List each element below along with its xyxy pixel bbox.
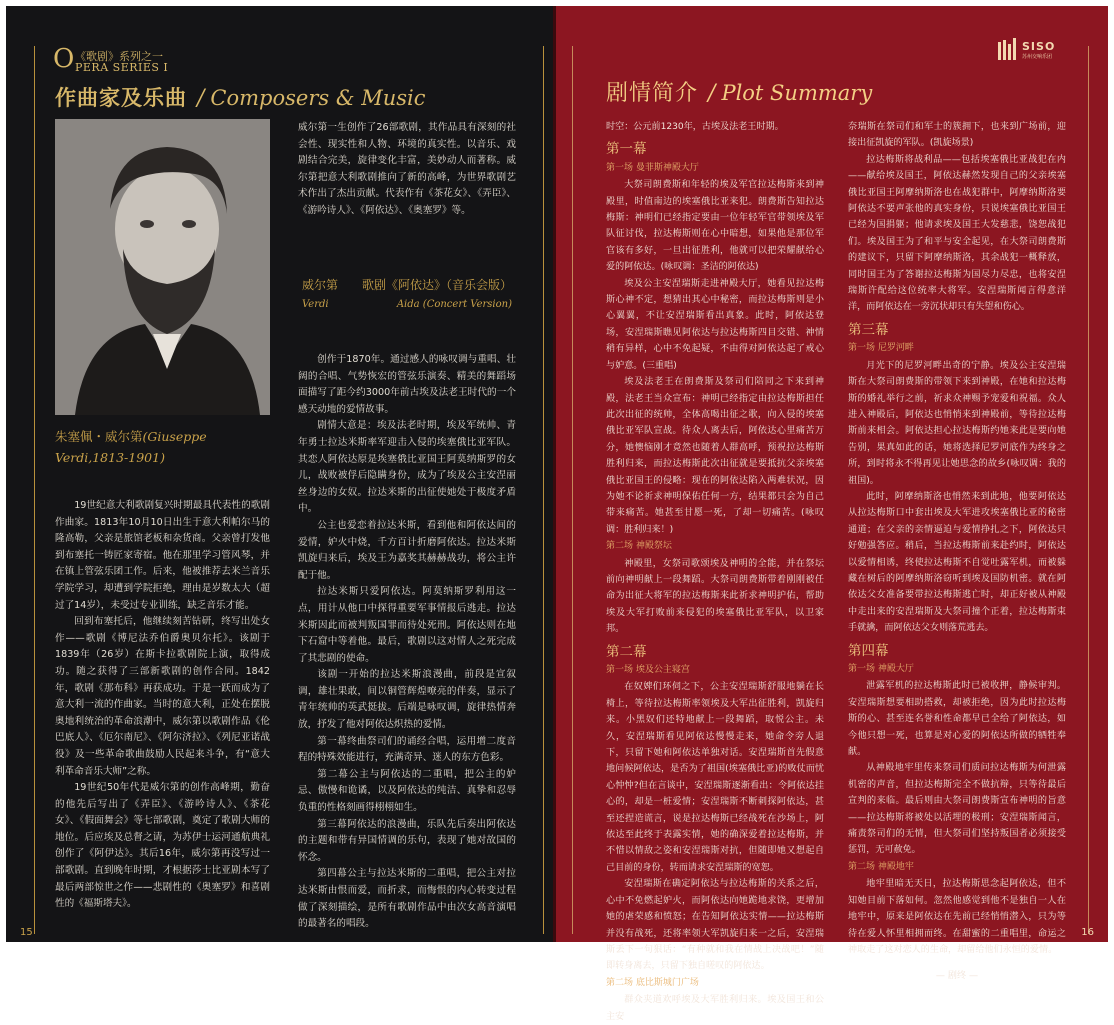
opera-title-cn: 歌剧《阿依达》（音乐会版）: [361, 278, 512, 292]
act-heading: 第一幕: [606, 141, 647, 158]
aida-paragraph: 公主也爱恋着拉达米斯，看到他和阿依达间的爱情，妒火中烧，千方百计折磨阿依达。拉达米斯凯旋归来后，埃及王为嘉奖其赫赫战功，将公主许配于他。: [298, 519, 516, 581]
page-title: 作曲家及乐曲 / Composers & Music: [55, 86, 426, 111]
act-heading: 第四幕: [848, 642, 889, 659]
page-title: 剧情简介 / Plot Summary: [606, 81, 873, 106]
plot-paragraph: 安涅瑞斯在确定阿依达与拉达梅斯的关系之后，心中不免燃起妒火，而阿依达向她跪地求饶，更增加她的虐荣感和愤怒；在告知阿依达实情——拉达梅斯并没有战死，还将率领大军凯旋归来一之后，安涅瑞斯丢下一句狠话：“有种就和我在情战上决战吧！”随即转身离去，只留下独自嗟叹的阿依达。: [606, 879, 824, 972]
series-logo-letter: O: [53, 44, 75, 74]
scene-heading: 第一场 埃及公主寝宫: [606, 665, 690, 675]
left-page: [6, 6, 554, 942]
opera-composer-cn: 威尔第: [302, 278, 339, 292]
page-title-cn: 作曲家及乐曲: [55, 86, 187, 110]
aida-paragraph: 第一幕终曲祭司们的诵经合唱，运用增二度音程的特殊效能进行，充满奇异、迷人的东方色彩。: [298, 735, 516, 764]
series-line-1: 《歌剧》系列之一: [75, 50, 163, 63]
time-setting: 时空：公元前1230年，古埃及法老王时期。: [606, 122, 784, 132]
act-heading: 第二幕: [606, 643, 647, 660]
aida-paragraph: 该剧一开始的拉达米斯浪漫曲，前段是宣叙调，雄壮果敢，间以铜管辉煌嘹亮的伴奏，显示了青年统帅的英武挺拔。后端是咏叹调，旋律热情奔放，抒发了他对阿依达炽热的爱情。: [298, 669, 516, 731]
portrait-caption: [55, 426, 270, 468]
caption-en-1: (Giuseppe: [142, 429, 207, 444]
plot-paragraph: 此时，阿摩纳斯洛也悄然来到此地，他要阿依达从拉达梅斯口中套出埃及大军进攻埃塞俄比亚的秘密通道；在父亲的亲情逼迫与爱情挣扎之下，阿依达只好勉强答应。稍后，当拉达梅斯前来赴约时，阿依达以爱情相诱，终使拉达梅斯不自觉吐露军机，而被躲藏在树后的阿摩纳斯洛窃听到埃及国防机密。就在阿依达父女准备要带拉达梅斯逃亡时，却正好被从神殿中走出来的安涅瑞斯及大祭司撞个正着，拉达梅斯束手就擒，而阿依达父女则落荒逃去。: [848, 491, 1066, 634]
orchestra-logo: [998, 38, 1068, 68]
aida-description: [298, 352, 516, 933]
scene-heading: 第一场 神殿大厅: [848, 664, 914, 674]
scene-heading: 第一场 曼菲斯神殿大厅: [606, 162, 699, 173]
plot-paragraph: 神殿里，女祭司歌颂埃及神明的全能，并在祭坛前向神明献上一段舞蹈。大祭司朗费斯带着刚刚被任命为出征大将军的拉达梅斯来此祈求神明护佑，帮助埃及大军打败前来侵犯的埃塞俄比亚军队，以卫家邦。: [606, 558, 824, 635]
portrait-illustration: [55, 119, 270, 415]
bio-paragraph: 19世纪50年代是威尔第的创作高峰期，勤奋的他先后写出了《弄臣》、《游吟诗人》、《茶花女》、《假面舞会》等七部歌剧，奠定了歌剧大师的地位。后应埃及总督之请，为苏伊士运河通航典礼创作了《阿伊达》。其后16年，威尔第再没写过一部歌剧。直到晚年时期，才根据莎士比亚剧本写了最后两部惊世之作——悲剧性的《奥塞罗》和喜剧性的《福斯塔夫》。: [55, 782, 270, 910]
scene-heading: 第一场 尼罗河畔: [848, 343, 914, 354]
act-heading: 第三幕: [848, 321, 889, 338]
page-title-cn: 剧情简介: [606, 81, 699, 106]
page-number: 16: [1081, 927, 1094, 938]
caption-cn: 朱塞佩・威尔第: [55, 429, 143, 444]
aida-paragraph: 第四幕公主与拉达米斯的二重唱，把公主对拉达米斯由恨而爱，而折求，而悔恨的内心转变过程做了深刻描绘，是所有歌剧作品中由次女高音演唱的最著名的唱段。: [298, 868, 516, 930]
page-number: 15: [20, 927, 33, 938]
plot-paragraph: 在奴婢们环伺之下，公主安涅瑞斯舒服地躺在长椅上，等待拉达梅斯率领埃及大军出征胜利，凯旋归来。小黑奴们还特地献上一段舞蹈，取悦公主。未久，安涅瑞斯看见阿依达慢慢走来，她命令旁人退下，只留下她和阿依达单独对话。安涅瑞斯首先假意地问候阿依达，是否为了祖国(埃塞俄比亚)的败仗而忧心忡忡?但在言谈中，安涅瑞斯逐渐看出：令阿依达挂心的，却是一桩爱情；安涅瑞斯不断刺探阿依达，甚至还捏造谎言，说是拉达梅斯已经战死在沙场上，阿依达至此终于表露实情，她的确深爱着拉达梅斯，并不惜以情敌之姿和安涅瑞斯对抗，但随即她又想起自己目前的身份，转而请求安涅瑞斯的宽恕。: [606, 682, 824, 873]
plot-paragraph: 泄露军机的拉达梅斯此时已被收押，静候审判。安涅瑞斯想要相助搭救，却被拒绝，因为此时拉达梅斯的心、甚至连名誉和性命都早已全给了阿依达，如今他只想一死，也算是对心爱的阿依达所做的牺牲奉献。: [848, 681, 1066, 758]
right-border-line: [1088, 46, 1089, 934]
plot-column-1: [606, 119, 824, 1025]
plot-paragraph: 拉达梅斯将战利品——包括埃塞俄比亚战犯在内——献给埃及国王，阿依达赫然发现自己的父亲埃塞俄比亚国王阿摩纳斯洛也在战犯群中，阿摩纳斯洛要阿依达不要声张他的真实身份，只说埃塞俄比亚国王已经为国捐躯；他请求埃及国王大发慈悲，饶恕战犯们。埃及国王为了和平与安全起见，在大祭司朗费斯的建议下，只留下阿摩纳斯洛，其余战犯一概释放，同时国王为了答谢拉达梅斯为国尽力尽忠，也将安涅瑞斯许配给这位统率大将军。安涅瑞斯闻言得意洋洋，而阿依达在一旁沉状却只有失望和伤心。: [848, 154, 1066, 313]
scene-heading: 第二场 神殿地牢: [848, 861, 914, 872]
composer-intro: [298, 120, 516, 220]
page-title-en: Composers & Music: [210, 86, 426, 110]
aida-paragraph: 第二幕公主与阿依达的二重唱，把公主的妒忌、傲慢和诡谲，以及阿依达的纯洁、真挚和忍辱负重的性格刻画得栩栩如生。: [298, 768, 516, 814]
end-mark: — 剧终 —: [935, 971, 979, 982]
series-line-2: PERA SERIES I: [75, 61, 169, 74]
scene-heading: 第二场 神殿祭坛: [606, 541, 672, 552]
opera-heading: [302, 276, 512, 310]
plot-paragraph: 从神殿地牢里传来祭司们质问拉达梅斯为何泄露机密的声音，但拉达梅斯完全不做抗辩，只等待最后宣判的来临。最后则由大祭司朗费斯宣布神明的旨意——拉达梅斯将被处以活埋的极刑；安涅瑞斯闻言，痛责祭司们的无情，但大祭司们坚持叛国者必须接受惩罚，无可赦免。: [848, 763, 1066, 856]
bio-paragraph: 19世纪意大利歌剧复兴时期最具代表性的歌剧作曲家。1813年10月10日出生于意大利帕尔马的隆高勒，父亲是旅馆老板和杂货商。父亲曾打发他到布塞托一铸匠家寄宿。他在那里学习管风琴，并在镇上管弦乐团工作。后来，他被推荐去米兰音乐学院学习，却遭到学院拒绝，理由是岁数太大（超过了14岁），未受过专业训练，缺乏音乐才能。: [55, 500, 270, 611]
plot-paragraph: 地牢里暗无天日，拉达梅斯思念起阿依达，但不知她目前下落如何。忽然他感觉到他不是独自一人在地牢中，原来是阿依达在先前已经悄悄潜入，只为等待在爱人怀里相拥而终。在甜蜜的二重唱里，命运之神取走了这对恋人的生命，却留给他们永恒的爱情。: [848, 879, 1066, 955]
aida-paragraph: 剧情大意是：埃及法老时期，埃及军统帅、青年勇士拉达米斯率军迎击入侵的埃塞俄比亚军队。其恋人阿依达原是埃塞俄比亚国王阿莫纳斯罗的女儿，战败被俘后隐瞒身份，成为了埃及公主安涅丽丝身边的女奴。拉达米斯的出征使她处于极度矛盾中。: [298, 420, 516, 515]
left-border-line: [34, 46, 35, 934]
logo-subtext: 苏州交响乐团: [1022, 54, 1053, 60]
right-border-line: [543, 46, 544, 934]
caption-en-2: Verdi,1813-1901): [55, 450, 165, 465]
right-page: [556, 6, 1108, 1022]
plot-paragraph: 埃及法老王在朗费斯及祭司们陪同之下来到神殿，法老王当众宣布：神明已经指定由拉达梅斯担任此次出征的统帅，全体高喝出征之歌，向入侵的埃塞俄比亚军队宣战。待众人离去后，阿依达心里痛苦万分，她懊恼刚才竟然也随着人群高呼，预祝拉达梅斯胜利归来，而拉达梅斯此次出征就是要抵抗父亲埃塞俄比亚国王的侵略：现在的阿依达陷入两难状况，因为她不论祈求神明保佑任何一方，结果都只会为自己带来痛苦。她甚至甘愿一死，了却一切痛苦。(咏叹调：胜利归来！): [606, 377, 824, 535]
aida-paragraph: 第三幕阿依达的浪漫曲，乐队先后奏出阿依达的主题和带有异国情调的乐句，表现了她对故国的怀念。: [298, 818, 516, 863]
left-border-line: [572, 46, 573, 934]
intro-paragraph: 威尔第一生创作了26部歌剧，其作品具有深刻的社会性、现实性和人物、环境的真实性。以音乐、戏剧结合完美，旋律变化丰富，美妙动人而著称。威尔第把意大利歌剧推向了新的高峰，为世界歌剧艺术作出了杰出贡献。代表作有《茶花女》、《弄臣》、《游吟诗人》、《阿依达》、《奥塞罗》等。: [298, 122, 516, 216]
plot-paragraph: 奈瑞斯在祭司们和军士的簇拥下，也来到广场前，迎接出征凯旋的军队。(凯旋场景): [848, 122, 1066, 149]
plot-paragraph: 埃及公主安涅瑞斯走进神殿大厅，她看见拉达梅斯心神不定，想猜出其心中秘密，而拉达梅斯则是小心翼翼，不让安涅瑞斯看出真象。此时，阿依达登场，安涅瑞斯瞧见阿依达与拉达梅斯四目交错、神情稍有异样，心中不免起疑，不由得对阿依达起了戒心与妒意。(三重唱): [606, 278, 824, 371]
logo-text: SISO: [1022, 40, 1056, 53]
opera-title-en: Aida (Concert Version): [396, 299, 512, 310]
composer-biography: [55, 498, 270, 913]
page-title-en: Plot Summary: [721, 81, 873, 105]
plot-column-2: [848, 119, 1066, 985]
opera-composer-en: Verdi: [302, 299, 329, 310]
scene-heading: 第二场 底比斯城门广场: [606, 977, 699, 988]
aida-paragraph: 创作于1870年。通过感人的咏叹调与重唱、壮阔的合唱、气势恢宏的管弦乐演奏、精美的舞蹈场面描写了距今约3000年前古埃及法老王时代的一个感天动地的爱情故事。: [298, 354, 516, 415]
plot-paragraph: 大祭司朗费斯和年轻的埃及军官拉达梅斯来到神殿里，时值南边的埃塞俄比亚来犯。朗费斯告知拉达梅斯：神明们已经指定要由一位年轻军官带领埃及军队征讨伐，拉达梅斯则在心中暗想，如果他是那位军官该有多好，一旦出征胜利，他就可以把荣耀献给心爱的阿依达。(咏叹调：圣洁的阿依达): [606, 180, 824, 273]
plot-paragraph: 月光下的尼罗河畔出奇的宁静。埃及公主安涅瑞斯在大祭司朗费斯的带领下来到神殿，在她和拉达梅斯的婚礼举行之前，祈求众神赐予宠爱和祝福。众人进入神殿后，阿依达也悄悄来到神殿前，等待拉达梅斯前来相会。阿依达担心拉达梅斯约她来此是要向她告别，果真如此的话，她将选择尼罗河底作为终身之所，到时将永不得再见让她思念的故乡(咏叹调：我的祖国)。: [848, 360, 1066, 486]
bio-paragraph: 回到布塞托后，他继续刻苦钻研，终写出处女作——歌剧《博尼法乔伯爵奥贝尔托》。该剧于1839年（26岁）在斯卡拉歌剧院上演，取得成功。随之获得了三部新歌剧的创作合同。1842年，歌剧《那布科》再获成功。于是一跃而成为了意大利一流的作曲家。当时的意大利，正处在摆脱奥地利统治的革命浪潮中，威尔第以歌剧作品《伦巴底人》、《厄尔南尼》、《阿尔济拉》、《列尼亚诺战役》及一些革命歌曲鼓励人民起来斗争，有“意大利革命音乐大师”之称。: [55, 616, 270, 777]
aida-paragraph: 拉达米斯只爱阿依达。阿莫纳斯罗利用这一点，用计从他口中探得重要军事情报后逃走。拉达米斯因此而被判叛国罪而待处死刑。阿依达则在地下石窟中等着他。最后，歌剧以这对情人之死完成了其悲剧的使命。: [298, 586, 516, 664]
composer-portrait: [55, 119, 270, 415]
plot-paragraph: 群众夹道欢呼埃及大军胜利归来。埃及国王和公主安: [606, 995, 824, 1022]
